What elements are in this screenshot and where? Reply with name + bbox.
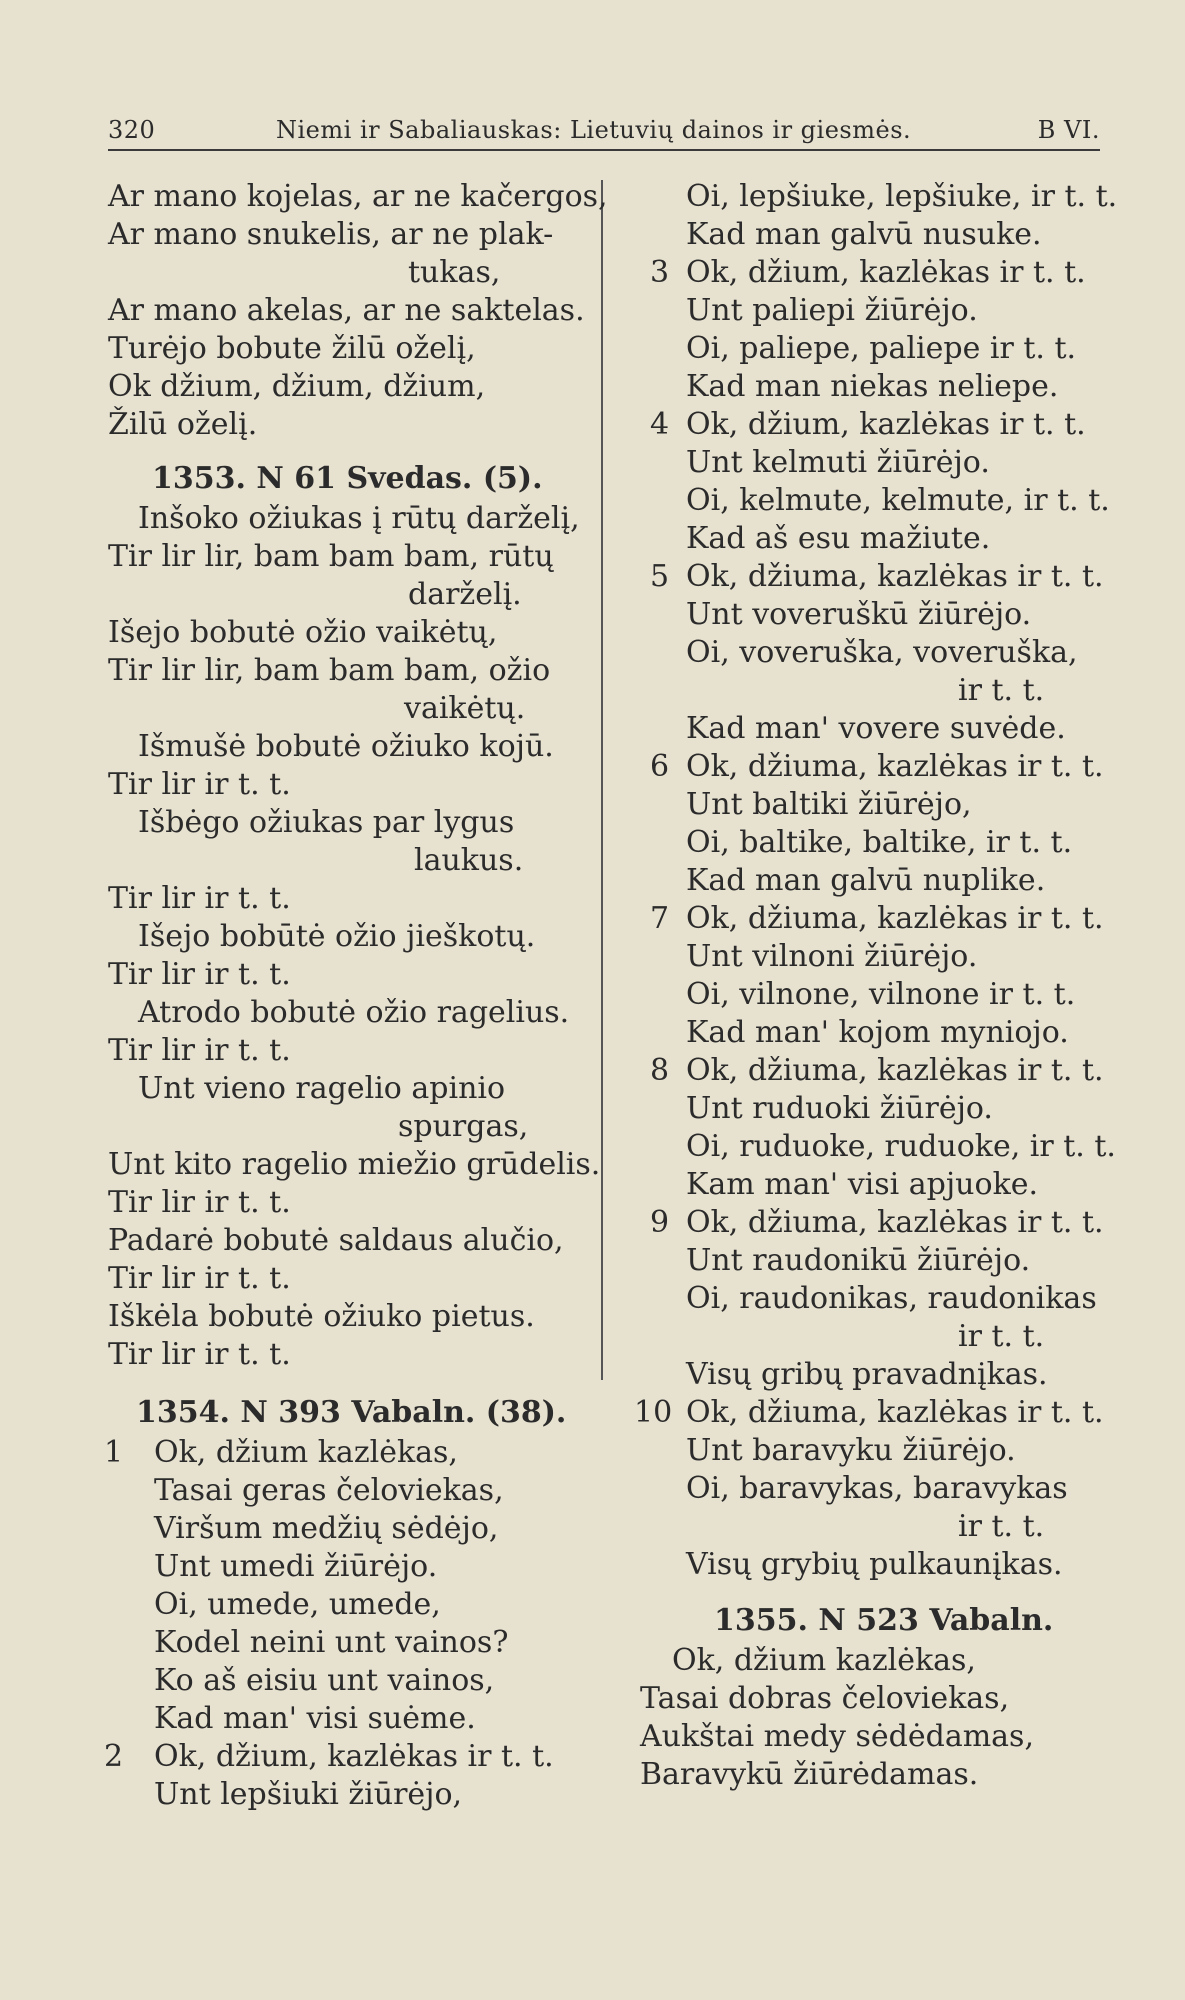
- text-line: Ok, džium, kazlėkas ir t. t.: [686, 407, 1086, 442]
- text-line: Tir lir ir t. t.: [108, 1261, 291, 1296]
- text-line: Oi, kelmute, kelmute, ir t. t.: [686, 483, 1110, 518]
- text-line: Kam man' visi apjuoke.: [686, 1167, 1039, 1202]
- text-line: Tir lir ir t. t.: [108, 1033, 291, 1068]
- verse-number: 2: [104, 1739, 124, 1774]
- header-rule: [108, 149, 1100, 151]
- text-line: Ok, džiuma, kazlėkas ir t. t.: [686, 901, 1104, 936]
- text-line: Kad man galvū nuplike.: [686, 863, 1046, 898]
- text-line: Oi, paliepe, paliepe ir t. t.: [686, 331, 1077, 366]
- text-line: Ar mano kojelas, ar ne kačergos,: [108, 179, 608, 214]
- verse-number: 7: [650, 901, 670, 936]
- text-line: Tir lir ir t. t.: [108, 767, 291, 802]
- verse-number: 10: [634, 1395, 673, 1430]
- text-line: Oi, voveruška, voveruška,: [686, 635, 1078, 670]
- text-line: Viršum medžių sėdėjo,: [154, 1511, 499, 1546]
- text-line: Oi, baravykas, baravykas: [686, 1471, 1068, 1506]
- text-line: Padarė bobutė saldaus alučio,: [108, 1223, 564, 1258]
- text-line: ir t. t.: [958, 1509, 1045, 1544]
- text-line: Visų gribų pravadnįkas.: [686, 1357, 1048, 1392]
- text-line: Baravykū žiūrėdamas.: [640, 1757, 979, 1792]
- book-title: Niemi ir Sabaliauskas: Lietuvių dainos ir giesmės.: [276, 116, 912, 144]
- text-line: Oi, lepšiuke, lepšiuke, ir t. t.: [686, 179, 1118, 214]
- verse-number: 9: [650, 1205, 670, 1240]
- text-line: Ok džium, džium, džium,: [108, 369, 486, 404]
- text-line: Ok, džium, kazlėkas ir t. t.: [686, 255, 1086, 290]
- text-line: Unt vilnoni žiūrėjo.: [686, 939, 978, 974]
- text-line: Visų grybių pulkaunįkas.: [686, 1547, 1063, 1582]
- text-line: Oi, umede, umede,: [154, 1587, 441, 1622]
- text-line: Tir lir lir, bam bam bam, rūtų: [108, 539, 554, 574]
- text-line: spurgas,: [398, 1109, 529, 1144]
- text-line: Unt ruduoki žiūrėjo.: [686, 1091, 993, 1126]
- verse-number: 3: [650, 255, 670, 290]
- text-line: Unt voveruškū žiūrėjo.: [686, 597, 1032, 632]
- text-line: Turėjo bobute žilū oželį,: [108, 331, 476, 366]
- text-line: Unt lepšiuki žiūrėjo,: [154, 1777, 463, 1812]
- column-divider: [601, 180, 603, 1380]
- text-line: Kad man niekas neliepe.: [686, 369, 1059, 404]
- song-heading: 1353. N 61 Svedas. (5).: [152, 461, 543, 496]
- text-line: Tasai dobras čeloviekas,: [640, 1681, 1010, 1716]
- text-line: laukus.: [414, 843, 524, 878]
- text-line: Ok, džiuma, kazlėkas ir t. t.: [686, 1205, 1104, 1240]
- text-line: Tir lir lir, bam bam bam, ožio: [108, 653, 551, 688]
- text-line: Unt umedi žiūrėjo.: [154, 1549, 438, 1584]
- text-line: vaikėtų.: [404, 691, 526, 726]
- text-line: Išmušė bobutė ožiuko kojū.: [138, 729, 554, 764]
- section-marker: B VI.: [1037, 116, 1100, 144]
- text-line: Kad man' visi suėme.: [154, 1701, 476, 1736]
- text-line: Ok, džiuma, kazlėkas ir t. t.: [686, 1395, 1104, 1430]
- text-line: Unt baltiki žiūrėjo,: [686, 787, 972, 822]
- text-line: Ok, džiuma, kazlėkas ir t. t.: [686, 749, 1104, 784]
- text-line: Kodel neini unt vainos?: [154, 1625, 509, 1660]
- text-line: Aukštai medy sėdėdamas,: [640, 1719, 1034, 1754]
- text-line: Ok, džiuma, kazlėkas ir t. t.: [686, 559, 1104, 594]
- text-line: Atrodo bobutė ožio ragelius.: [138, 995, 570, 1030]
- text-line: Oi, vilnone, vilnone ir t. t.: [686, 977, 1076, 1012]
- text-line: Tir lir ir t. t.: [108, 957, 291, 992]
- text-line: ir t. t.: [958, 673, 1045, 708]
- text-line: Oi, ruduoke, ruduoke, ir t. t.: [686, 1129, 1116, 1164]
- verse-number: 5: [650, 559, 670, 594]
- text-line: Unt raudonikū žiūrėjo.: [686, 1243, 1031, 1278]
- text-line: Unt kelmuti žiūrėjo.: [686, 445, 990, 480]
- text-line: Kad man' kojom myniojo.: [686, 1015, 1069, 1050]
- text-line: Ko aš eisiu unt vainos,: [154, 1663, 495, 1698]
- text-line: Ok, džiuma, kazlėkas ir t. t.: [686, 1053, 1104, 1088]
- text-line: tukas,: [408, 255, 501, 290]
- text-line: Išbėgo ožiukas par lygus: [138, 805, 515, 840]
- text-line: Unt baravyku žiūrėjo.: [686, 1433, 1016, 1468]
- text-line: Unt vieno ragelio apinio: [138, 1071, 506, 1106]
- verse-number: 1: [104, 1435, 124, 1470]
- text-line: Ok, džium kazlėkas,: [154, 1435, 458, 1470]
- text-line: Kad aš esu mažiute.: [686, 521, 991, 556]
- text-line: Išejo bobutė ožio vaikėtų,: [108, 615, 498, 650]
- page-number: 320: [108, 116, 156, 144]
- verse-number: 4: [650, 407, 670, 442]
- text-line: Kad man' vovere suvėde.: [686, 711, 1066, 746]
- text-line: darželį.: [408, 577, 522, 612]
- text-line: ir t. t.: [958, 1319, 1045, 1354]
- text-line: Oi, baltike, baltike, ir t. t.: [686, 825, 1073, 860]
- verse-number: 6: [650, 749, 670, 784]
- text-line: Ok, džium kazlėkas,: [672, 1643, 976, 1678]
- text-line: Kad man galvū nusuke.: [686, 217, 1042, 252]
- text-line: Unt kito ragelio miežio grūdelis.: [108, 1147, 601, 1182]
- text-line: Ar mano akelas, ar ne saktelas.: [108, 293, 585, 328]
- text-line: Unt paliepi žiūrėjo.: [686, 293, 978, 328]
- text-line: Tir lir ir t. t.: [108, 881, 291, 916]
- running-header: [108, 112, 1100, 152]
- text-line: Ar mano snukelis, ar ne plak-: [108, 217, 554, 252]
- text-line: Tir lir ir t. t.: [108, 1337, 291, 1372]
- text-line: Ok, džium, kazlėkas ir t. t.: [154, 1739, 554, 1774]
- text-line: Iškėla bobutė ožiuko pietus.: [108, 1299, 535, 1334]
- song-heading: 1354. N 393 Vabaln. (38).: [136, 1395, 567, 1430]
- text-line: Inšoko ožiukas į rūtų darželį,: [138, 501, 580, 536]
- verse-number: 8: [650, 1053, 670, 1088]
- text-line: Tasai geras čeloviekas,: [154, 1473, 504, 1508]
- text-line: Oi, raudonikas, raudonikas: [686, 1281, 1097, 1316]
- text-line: Išejo bobūtė ožio jieškotų.: [138, 919, 536, 954]
- song-heading: 1355. N 523 Vabaln.: [714, 1603, 1054, 1638]
- text-line: Tir lir ir t. t.: [108, 1185, 291, 1220]
- text-line: Žilū oželį.: [108, 407, 258, 442]
